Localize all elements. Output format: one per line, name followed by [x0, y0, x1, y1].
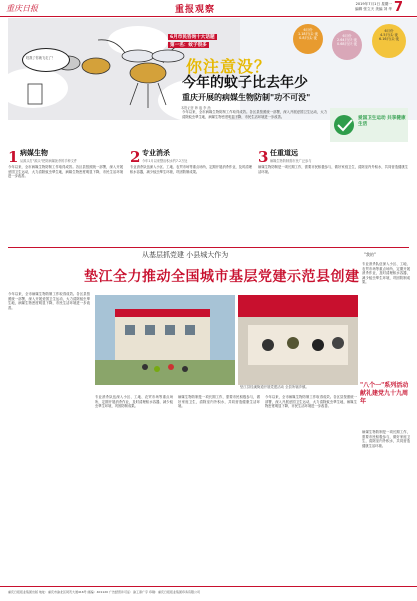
- date-text: 2019年7月1日 星期一: [355, 2, 392, 6]
- side-feature-box: [360, 382, 411, 424]
- hero-tag-1: 6月市民咨询十大话题: [170, 35, 215, 40]
- stat-circle: 6月份 1.18只/头·夜 0.8只/头·夜: [293, 24, 323, 54]
- speech-bubble-text: 咬我了你就飞走了？: [26, 56, 55, 60]
- intro-paragraph: 今年以来，全市病媒生物防制工作取得成效。各区县按照统一部署，深入开展爱国卫生运动，大力清除蚊虫孳生地，病媒生物密度明显下降，市民生活环境进一步改善。: [182, 110, 327, 119]
- editor-credit: 编辑 张立天 美编 刘 华: [355, 7, 392, 11]
- banner-text: 爱国卫生运动 共享健康生活: [358, 116, 406, 127]
- section-divider: [8, 247, 409, 248]
- body-column: 病媒生物防制是一项长期工作，需要市民积极参与，做好家庭卫生，清除室内外积水，共同营造健康生活环境。: [362, 430, 410, 448]
- section-title: 任重道远: [270, 148, 298, 157]
- side-label: "我的": [364, 252, 376, 257]
- hero-tag-2: 第一名：蚊子很多: [170, 43, 207, 48]
- section-number: 2: [130, 148, 141, 166]
- stat-circle: 6月份 4.5只/头·夜 6.16只/头·夜: [372, 24, 406, 58]
- section-subtitle: 从源头打"源头"把防病媒扼杀的手种文件: [20, 159, 78, 163]
- body-column: 专业消杀队伍深入小区、工地、农贸市场等重点场所，定期开展消杀作业，及时清理积水容器，减少蚊虫孳生环境，巩固防制成果。: [130, 165, 252, 174]
- dateline: [322, 2, 392, 12]
- footer-text: 重庆日报报业集团出版 地址：重庆市渝北区同茂大道416号 邮编：401120 广告经营许可证：渝工商广字 印刷：重庆日报报业集团印务有限公司: [8, 590, 200, 594]
- author-byline: 本报记者 韩 毅 李 渔: [181, 106, 211, 110]
- section-number: 3: [258, 148, 269, 166]
- sub-headline: 重庆开展的病媒生物防制"功不可没": [182, 92, 311, 102]
- section-title: 病媒生物: [20, 148, 48, 157]
- section-title: 专业消杀: [142, 148, 170, 157]
- body-column: 病媒生物防制是一项长期工作，需要市民积极参与，做好家庭卫生，清除室内外积水，共同营造健康生活环境。: [258, 165, 408, 174]
- body-column: 今年以来，全市病媒生物防制工作取得成效。各区县按照统一部署，深入开展爱国卫生运动，大力清除蚊虫孳生地，病媒生物密度明显下降，市民生活环境进一步改善。: [8, 165, 123, 179]
- newspaper-logo: 重庆日报: [6, 4, 38, 13]
- photo-community-building: [95, 295, 235, 385]
- masthead: [0, 0, 417, 17]
- stat-circle: 6月份 2.64只/只·夜 0.68只/只·夜: [332, 30, 362, 60]
- main-headline: 今年的蚊子比去年少: [182, 75, 308, 91]
- footer: [0, 586, 417, 601]
- body-column: 专业消杀队伍深入小区、工地、农贸市场等重点场所，定期开展消杀作业，及时清理积水容器，减少蚊虫孳生环境，巩固防制成果。: [95, 395, 173, 409]
- bottom-kicker: 从基层抓党建 小县城大作为: [142, 251, 229, 259]
- body-column: 今年以来，全市病媒生物防制工作取得成效。各区县按照统一部署，深入开展爱国卫生运动，大力清除蚊虫孳生地，病媒生物密度明显下降，市民生活环境进一步改善。: [8, 292, 90, 310]
- body-column: 病媒生物防制是一项长期工作，需要市民积极参与，做好家庭卫生，清除室内外积水，共同营造健康生活环境。: [178, 395, 260, 409]
- body-column: 专业消杀队伍深入小区、工地、农贸市场等重点场所，定期开展消杀作业，及时清理积水容器，减少蚊虫孳生环境，巩固防制成果。: [362, 262, 410, 285]
- kicker-title: 你注意没？: [186, 57, 272, 76]
- page-number: 7: [394, 0, 404, 15]
- section-subtitle: 今年1月以来整治积水约7.2万处: [142, 159, 188, 163]
- photo-party-activity: [238, 295, 358, 385]
- campaign-banner: [330, 104, 408, 146]
- activity-photo: [238, 295, 358, 385]
- section-number: 1: [8, 148, 19, 166]
- body-column: 今年以来，全市病媒生物防制工作取得成效。各区县按照统一部署，深入开展爱国卫生运动，大力清除蚊虫孳生地，病媒生物密度明显下降，市民生活环境进一步改善。: [265, 395, 357, 409]
- section-subtitle: 病媒生物防制需市民广泛参与: [270, 159, 312, 163]
- section-title: 重报观察: [175, 5, 216, 15]
- side-box-title: "八个一"系列活动献礼建党九十九周年: [360, 382, 409, 405]
- bottom-headline: 垫江全力推动全国城市基层党建示范县创建: [84, 269, 360, 285]
- building-photo: [95, 295, 235, 385]
- photo-caption: 垫江县桂溪街道开展党建活动 全县所辖乡镇。: [240, 385, 309, 389]
